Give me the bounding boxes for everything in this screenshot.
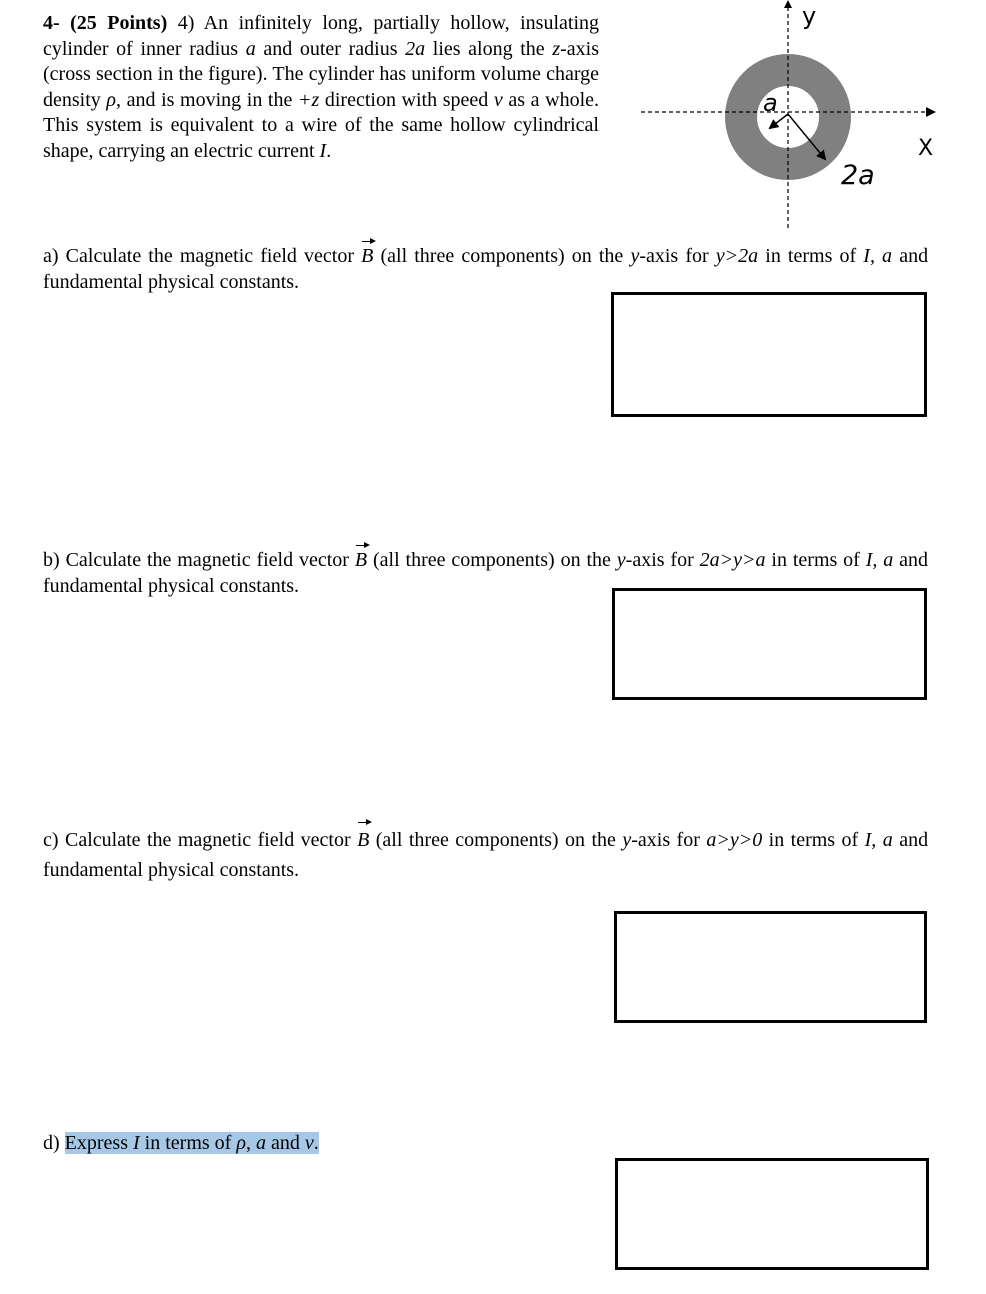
answer-box-c[interactable] [614,911,927,1023]
y-axis-arrowhead [784,0,792,8]
b-vector-symbol: B [355,548,367,574]
question-c: c) Calculate the magnetic field vector B (all three components) on the y-axis for a>y>0 in terms of I, a and fundamental physical constants. [43,825,928,885]
outer-radius-label: 2a [841,160,875,191]
problem-statement: 4- (25 Points) 4) An infinitely long, partially hollow, insulating cylinder of inner radius a and outer radius 2a lies along the z-axis (cross section in the figure). The cylinder has uniform volume charge density ρ, and is moving in the +z direction with speed v as a whole. This system is equivalent to a wire of the same hollow cylindrical shape, carrying an electric current I. [43,12,600,162]
x-axis-label: X [918,136,934,161]
answer-box-a[interactable] [611,292,927,417]
problem-number: 4- [43,12,60,34]
question-d: d) Express I in terms of ρ, a and v. [43,1132,319,1154]
question-a: a) Calculate the magnetic field vector B (all three components) on the y-axis for y>2a in terms of I, a and fundamental physical constants. [43,245,929,293]
inner-radius-label: a [763,89,778,117]
answer-box-b[interactable] [612,588,927,700]
x-axis-arrowhead [926,107,936,117]
answer-box-d[interactable] [615,1158,929,1270]
cylinder-cross-section-figure [600,0,986,240]
b-vector-symbol: B [361,244,373,270]
y-axis-label: y [802,2,817,30]
highlighted-selection: Express I in terms of ρ, a and v. [64,1132,319,1154]
question-b: b) Calculate the magnetic field vector B (all three components) on the y-axis for 2a>y>a in terms of I, a and fundamental physical constants. [43,549,929,597]
b-vector-symbol: B [357,825,369,855]
points-label: (25 Points) [70,12,168,34]
